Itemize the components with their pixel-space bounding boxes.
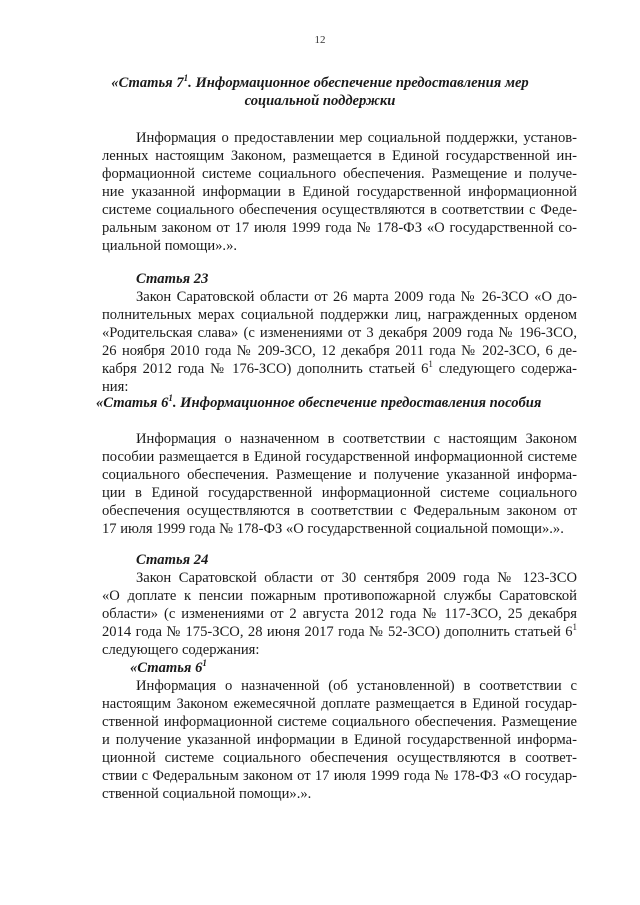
text-line: Информация о предоставлении мер социальной поддержки, установ- bbox=[136, 130, 577, 146]
text-line: Закон Саратовской области от 26 марта 2009 года № 26-ЗСО «О до- bbox=[136, 289, 577, 305]
text-line: ственной социальной помощи».». bbox=[102, 786, 312, 802]
article-7-1-body bbox=[102, 129, 577, 255]
text-line: области» (с изменениями от 2 августа 2012 года № 117-ЗСО, 25 декабря bbox=[102, 606, 577, 622]
text-line: ленных настоящим Законом, размещается в Единой государственной ин- bbox=[102, 148, 577, 164]
text-line: Закон Саратовской области от 30 сентября 2009 года № 123-ЗСО bbox=[136, 570, 577, 586]
text-line: ствии с Федеральным законом от 17 июля 1999 года № 178-ФЗ «О государ- bbox=[102, 768, 577, 784]
article-6-1-heading: «Статья $6^1$. Информационное обеспечение предоставления пособия bbox=[96, 393, 542, 411]
text-line: следующего содержания: bbox=[102, 642, 260, 658]
article-23-intro bbox=[102, 288, 577, 396]
text-line: и получение указанной информации в Единой государственной информа- bbox=[102, 732, 577, 748]
text-line: «О доплате к пенсии пожарным противопожарной службы Саратовской bbox=[102, 588, 577, 604]
text-line: ции в Единой государственной информационной системе социального bbox=[102, 485, 577, 501]
text-line: 17 июля 1999 года № 178-ФЗ «О государственной социальной помощи».». bbox=[102, 521, 564, 537]
text-line: обеспечения осуществляются в соответствии с Федеральным законом от bbox=[102, 503, 577, 519]
text-line: ния: bbox=[102, 379, 129, 395]
article-6-1-body bbox=[102, 430, 577, 538]
text-line: формационной системе социального обеспечения. Размещение и получе- bbox=[102, 166, 577, 182]
text-line: ральным законом от 17 июля 1999 года № 178-ФЗ «О государственной со- bbox=[102, 220, 577, 236]
text-line: 2014 года № 175-ЗСО, 28 июня 2017 года № 52-ЗСО) дополнить статьей $6^1$ bbox=[102, 622, 577, 640]
text-line: ственной информационной системе социального обеспечения. Размещение bbox=[102, 714, 577, 730]
text-line: ционной системе социального обеспечения осуществляются в соответ- bbox=[102, 750, 577, 766]
text-line: системе социального обеспечения осуществляются в соответствии с Феде- bbox=[102, 202, 577, 218]
article-23-title: Статья 23 bbox=[136, 271, 209, 287]
article-24-title: Статья 24 bbox=[136, 552, 209, 568]
article-24-body bbox=[102, 677, 577, 803]
text-line: Информация о назначенном в соответствии с настоящим Законом bbox=[136, 431, 577, 447]
text-line: кабря 2012 года № 176-ЗСО) дополнить статьей $6^1$ следующего содержа- bbox=[102, 359, 577, 377]
text-line: «Родительская слава» (с изменениями от 3 декабря 2009 года № 196-ЗСО, bbox=[102, 325, 577, 341]
text-line: циальной помощи».». bbox=[102, 238, 238, 254]
text-line: пособии размещается в Единой государственной информационной системе bbox=[102, 449, 577, 465]
text-line: полнительных мерах социальной поддержки лиц, награжденных орденом bbox=[102, 307, 577, 323]
page-number: 12 bbox=[314, 34, 326, 46]
text-line: ние указанной информации в Единой государственной информационной bbox=[102, 184, 577, 200]
text-line: 26 ноября 2010 года № 209-ЗСО, 12 декабря 2011 года № 202-ЗСО, 6 де- bbox=[102, 343, 577, 359]
article-7-1-heading-line-1: «Статья $7^1$. Информационное обеспечение предоставления мер bbox=[111, 73, 529, 91]
article-24-sub-heading: «Статья $6^1$ bbox=[130, 658, 207, 676]
article-24-intro bbox=[102, 569, 577, 659]
article-7-1-heading-line-2: социальной поддержки bbox=[244, 93, 396, 109]
text-line: социального обеспечения. Размещение и получение указанной информа- bbox=[102, 467, 577, 483]
text-line: настоящим Законом ежемесячной доплате размещается в Единой государ- bbox=[102, 696, 577, 712]
article-7-1-heading bbox=[0, 74, 640, 110]
text-line: Информация о назначенной (об установленной) в соответствии с bbox=[136, 678, 577, 694]
